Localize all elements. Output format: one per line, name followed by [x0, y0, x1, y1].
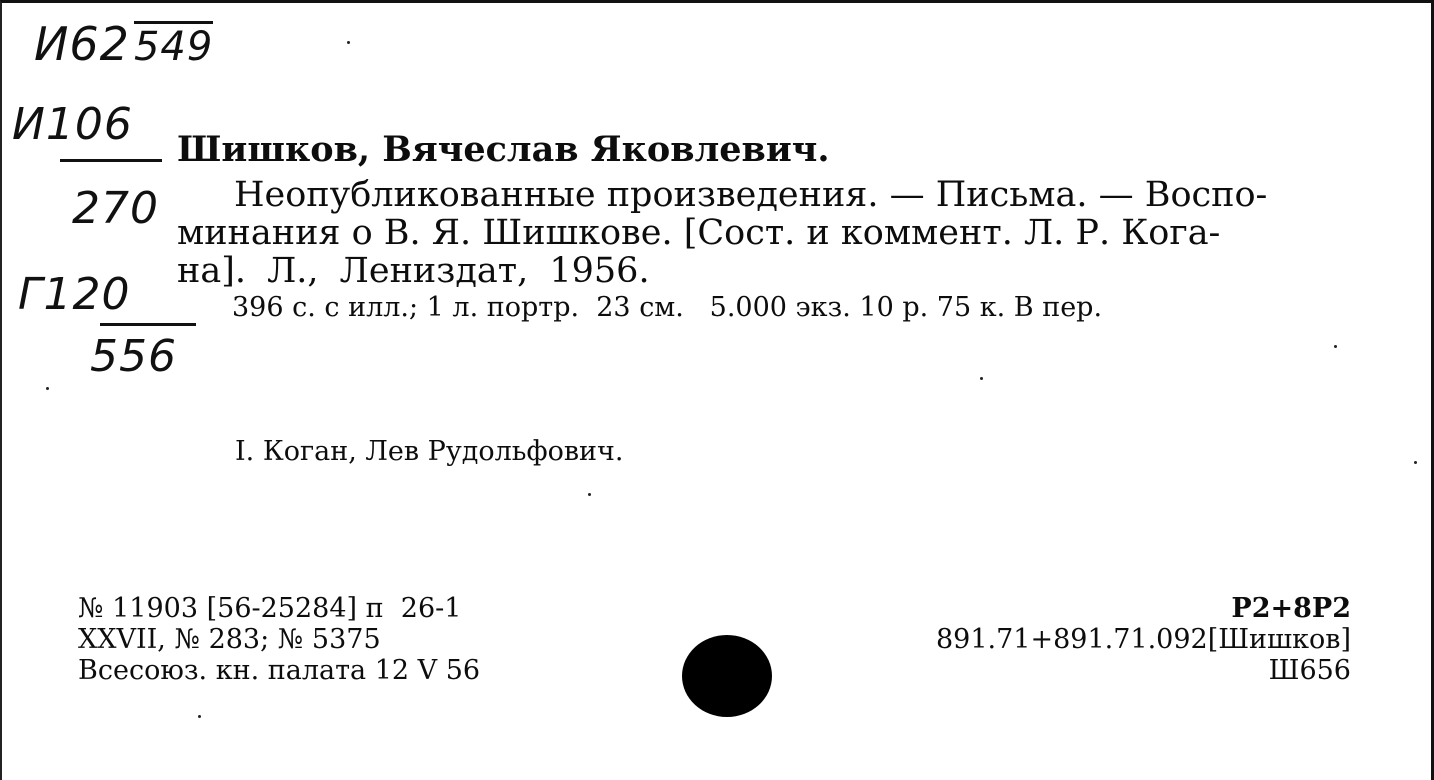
title-line-1: Неопубликованные произведения. — Письма. — Воспо- — [234, 175, 1268, 215]
scan-speck — [1414, 461, 1417, 464]
call-number-prefix: И62 — [34, 17, 130, 71]
handwritten-underline-2 — [100, 323, 196, 326]
footer-right-block — [936, 593, 1351, 686]
handwritten-number-556: 556 — [90, 331, 177, 382]
author-mark: Ш656 — [1268, 655, 1351, 686]
footer-left-line-3: Всесоюз. кн. палата 12 V 56 — [78, 655, 481, 686]
handwritten-number-270: 270 — [72, 183, 159, 234]
call-number-underlined: 549 — [134, 21, 213, 70]
scan-speck — [980, 377, 983, 380]
handwritten-call-number-top — [34, 17, 213, 71]
udc-index: 891.71+891.71.092[Шишков] — [936, 624, 1351, 655]
card-punch-hole — [682, 635, 772, 717]
scan-speck — [588, 493, 591, 496]
scan-speck — [347, 41, 350, 44]
handwritten-shelf-mark-2: Г120 — [18, 269, 131, 320]
title-line-2: минания о В. Я. Шишкове. [Сост. и коммент. Л. Р. Кога- — [177, 213, 1221, 253]
title-line-3: на]. Л., Лениздат, 1956. — [177, 251, 650, 291]
handwritten-shelf-mark: И106 — [12, 99, 133, 150]
classification-code: Р2+8Р2 — [1231, 593, 1351, 624]
handwritten-underline — [60, 159, 162, 162]
footer-left-block — [78, 593, 480, 686]
physical-description: 396 с. с илл.; 1 л. портр. 23 см. 5.000 экз. 10 р. 75 к. В пер. — [232, 292, 1103, 323]
added-entry-tracing: I. Коган, Лев Рудольфович. — [235, 436, 624, 467]
scan-speck — [198, 715, 201, 718]
scan-speck — [1334, 345, 1337, 348]
author-heading: Шишков, Вячеслав Яковлевич. — [177, 129, 830, 170]
footer-left-line-2: XXVII, № 283; № 5375 — [78, 624, 381, 655]
scan-speck — [46, 387, 49, 390]
footer-left-line-1: № 11903 [56-25284] п 26-1 — [78, 593, 462, 624]
